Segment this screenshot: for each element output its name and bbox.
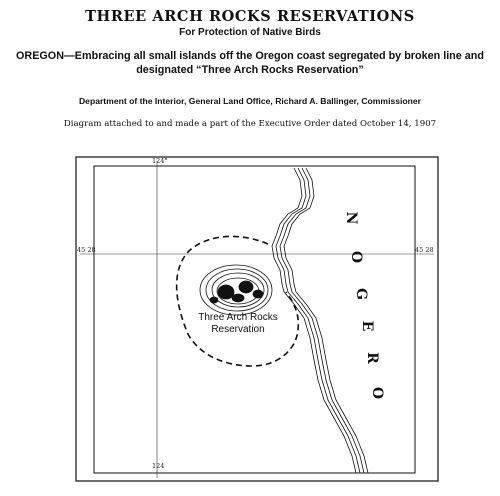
- state-letter: N: [343, 211, 359, 225]
- executive-order-note: Diagram attached to and made a part of the Executive Order dated October 14, 1907: [63, 119, 437, 129]
- state-letter: G: [353, 288, 369, 300]
- department-line: Department of the Interior, General Land Office, Richard A. Ballinger, Commissioner: [78, 96, 422, 106]
- latitude-label-left: 45 28: [77, 246, 96, 254]
- state-letter: O: [348, 250, 364, 264]
- state-letter: R: [364, 352, 380, 364]
- state-letter: E: [359, 320, 375, 332]
- page-title: THREE ARCH ROCKS RESERVATIONS: [85, 8, 415, 25]
- description-text: —Embracing all small islands off the Oregon coast segregated by broken line and designated “Three Arch Rocks Reservation”: [64, 50, 484, 76]
- state-label: [343, 212, 385, 400]
- latitude-label-right: 45 28: [415, 246, 434, 254]
- arch-rocks-cluster: [200, 265, 272, 315]
- page-subtitle: For Protection of Native Birds: [179, 27, 321, 38]
- state-name: OREGON: [16, 50, 64, 62]
- longitude-label-bottom: 124: [152, 462, 165, 470]
- reservation-label-line1: Three Arch Rocks: [198, 312, 278, 323]
- longitude-label-top: 124°: [152, 157, 168, 165]
- reservation-label-line2: Reservation: [211, 324, 265, 335]
- state-letter: O: [369, 386, 385, 400]
